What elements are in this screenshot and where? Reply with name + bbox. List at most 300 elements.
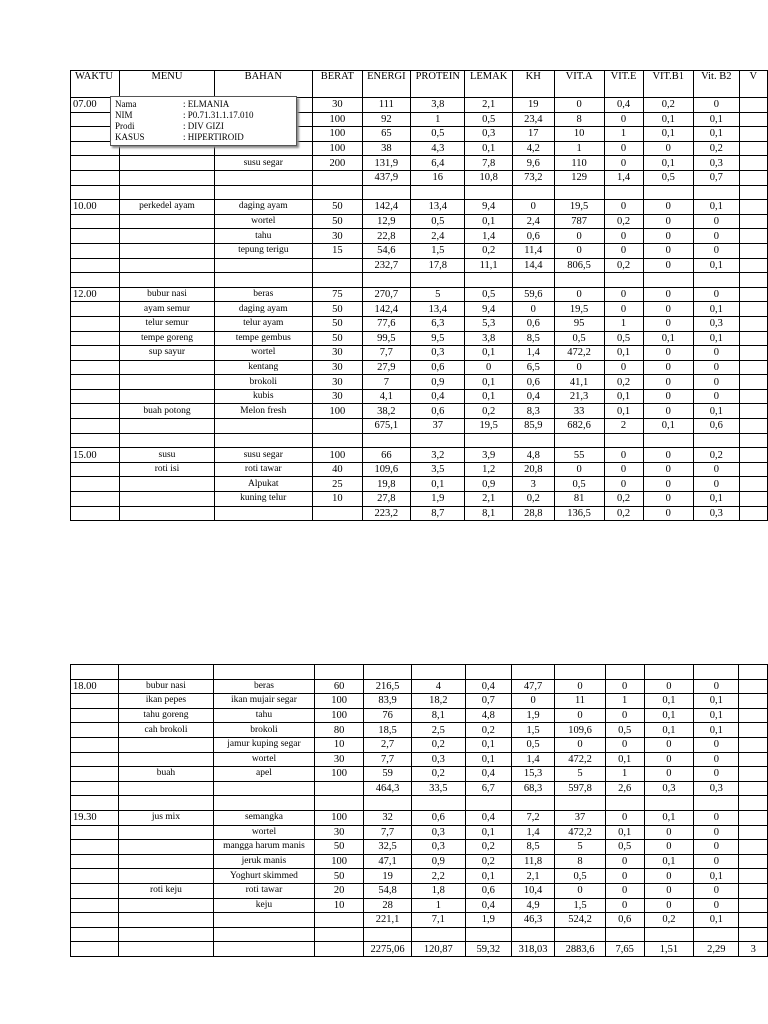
table-row — [71, 737, 768, 752]
table-cell — [71, 477, 120, 492]
table-cell: 0,4 — [465, 898, 511, 913]
table-cell: 0,1 — [693, 127, 739, 142]
table-cell: 0 — [604, 243, 643, 258]
table-cell — [739, 141, 767, 156]
table-cell — [605, 796, 644, 811]
table-cell: 0 — [694, 679, 739, 694]
table-cell: daging ayam — [214, 200, 312, 215]
table-cell: 0 — [693, 462, 739, 477]
table-cell: 92 — [362, 112, 410, 127]
table-cell: 0 — [554, 243, 604, 258]
table-cell: susu — [120, 448, 214, 463]
table-cell: 1 — [554, 141, 604, 156]
table-cell: 0 — [694, 854, 739, 869]
table-cell — [739, 665, 768, 680]
table-row — [71, 243, 768, 258]
table-cell: 0,1 — [604, 346, 643, 361]
table-cell — [555, 665, 606, 680]
table-cell — [694, 665, 739, 680]
table-cell — [555, 796, 606, 811]
table-cell — [412, 796, 465, 811]
table-cell: 0 — [643, 477, 693, 492]
table-cell — [644, 796, 694, 811]
table-cell: 30 — [315, 752, 364, 767]
table-cell: 100 — [315, 767, 364, 782]
table-cell: 1 — [412, 898, 465, 913]
table-cell: 0,5 — [512, 737, 555, 752]
table-row — [71, 840, 768, 855]
table-cell: 10.00 — [71, 200, 120, 215]
table-cell: 0,9 — [465, 477, 512, 492]
table-cell — [739, 375, 767, 390]
table-cell: 16 — [411, 170, 465, 185]
table-cell: 5,3 — [465, 316, 512, 331]
table-cell: 20 — [315, 883, 364, 898]
table-row — [71, 258, 768, 273]
table-cell: 0 — [555, 737, 606, 752]
table-cell: 76 — [363, 708, 411, 723]
column-header: Vit. B2 — [693, 71, 739, 98]
table-cell: 4,8 — [512, 448, 554, 463]
table-row — [71, 477, 768, 492]
table-cell — [71, 796, 119, 811]
table-cell: 0,3 — [412, 840, 465, 855]
table-cell: susu segar — [214, 448, 312, 463]
table-cell — [315, 781, 364, 796]
table-cell — [554, 273, 604, 288]
column-header: MENU — [120, 71, 214, 98]
table-cell — [554, 185, 604, 200]
table-cell: tempe gembus — [214, 331, 312, 346]
table-cell: 5 — [411, 287, 465, 302]
table-cell: 0,1 — [465, 389, 512, 404]
table-cell: 3,9 — [465, 448, 512, 463]
table-cell: 0,2 — [643, 98, 693, 113]
table-cell — [739, 243, 767, 258]
table-cell: jeruk manis — [213, 854, 315, 869]
table-cell: 0 — [605, 854, 644, 869]
table-cell — [512, 927, 555, 942]
popup-key: KASUS — [115, 132, 145, 142]
table-cell — [604, 185, 643, 200]
table-row — [71, 302, 768, 317]
table-cell: 0 — [555, 883, 606, 898]
table-cell: 0 — [694, 898, 739, 913]
table-cell — [604, 273, 643, 288]
table-cell: 0,6 — [512, 229, 554, 244]
table-cell — [313, 273, 363, 288]
table-cell: ikan mujair segar — [213, 694, 315, 709]
table-cell: 81 — [554, 492, 604, 507]
table-cell — [119, 942, 213, 957]
table-cell: brokoli — [214, 375, 312, 390]
table-cell: 524,2 — [555, 913, 606, 928]
table-cell: 19,5 — [465, 419, 512, 434]
table-cell — [739, 200, 767, 215]
table-cell: perkedel ayam — [120, 200, 214, 215]
table-cell: 0 — [554, 462, 604, 477]
table-cell — [739, 112, 767, 127]
table-cell: 0 — [693, 287, 739, 302]
table-cell: 1,4 — [604, 170, 643, 185]
table-cell: 0,2 — [465, 854, 511, 869]
table-cell — [739, 898, 768, 913]
table-cell: 3,5 — [411, 462, 465, 477]
table-cell — [739, 419, 767, 434]
table-cell: 1,8 — [412, 883, 465, 898]
popup-value: : DIV GIZI — [183, 121, 224, 131]
table-cell: 15.00 — [71, 448, 120, 463]
table-cell: 4 — [412, 679, 465, 694]
nutrition-table-bottom — [70, 664, 768, 957]
table-cell — [71, 185, 120, 200]
table-cell: 8,1 — [465, 506, 512, 521]
table-cell: bubur nasi — [119, 679, 213, 694]
table-cell: 472,2 — [555, 825, 606, 840]
table-cell: 20,8 — [512, 462, 554, 477]
table-cell: 0 — [693, 214, 739, 229]
table-cell — [313, 170, 363, 185]
table-cell: 682,6 — [554, 419, 604, 434]
table-cell — [739, 492, 767, 507]
table-cell: susu segar — [214, 156, 312, 171]
table-cell: 472,2 — [554, 346, 604, 361]
table-cell: telur ayam — [214, 316, 312, 331]
table-cell — [739, 331, 767, 346]
table-cell: 232,7 — [362, 258, 410, 273]
table-cell — [411, 433, 465, 448]
table-cell — [120, 170, 214, 185]
table-cell: 0 — [604, 287, 643, 302]
table-cell — [739, 708, 768, 723]
table-cell — [739, 781, 768, 796]
table-cell: 25 — [313, 477, 363, 492]
table-cell — [71, 404, 120, 419]
table-cell: 0 — [644, 883, 694, 898]
table-cell: cah brokoli — [119, 723, 213, 738]
table-cell: 17 — [512, 127, 554, 142]
table-cell: 0,1 — [644, 854, 694, 869]
table-cell: 142,4 — [362, 302, 410, 317]
table-cell — [643, 433, 693, 448]
table-cell — [313, 258, 363, 273]
table-row — [71, 273, 768, 288]
table-cell: 21,3 — [554, 389, 604, 404]
table-cell: 0,6 — [512, 316, 554, 331]
table-cell — [214, 433, 312, 448]
table-cell: 0 — [604, 462, 643, 477]
table-cell: 0,5 — [411, 214, 465, 229]
table-cell: 0 — [643, 346, 693, 361]
table-cell: 30 — [315, 825, 364, 840]
table-cell — [214, 506, 312, 521]
table-cell: 30 — [313, 98, 363, 113]
table-cell: 0 — [512, 200, 554, 215]
table-cell: 2,29 — [694, 942, 739, 957]
table-cell — [119, 898, 213, 913]
table-cell: 8,1 — [412, 708, 465, 723]
table-row — [71, 869, 768, 884]
table-cell — [214, 273, 312, 288]
table-cell: 50 — [313, 200, 363, 215]
table-cell: 2883,6 — [555, 942, 606, 957]
table-cell: 19,5 — [554, 302, 604, 317]
table-cell: 4,3 — [411, 141, 465, 156]
table-cell — [119, 781, 213, 796]
table-cell — [739, 477, 767, 492]
column-header: VIT.A — [554, 71, 604, 98]
table-cell: 4,2 — [512, 141, 554, 156]
table-cell: 50 — [315, 869, 364, 884]
table-cell — [739, 273, 767, 288]
table-cell: 0,6 — [512, 375, 554, 390]
table-row — [71, 433, 768, 448]
table-cell — [739, 869, 768, 884]
table-cell — [512, 796, 555, 811]
table-cell — [120, 229, 214, 244]
popup-row — [115, 110, 292, 121]
table-cell: 0,2 — [465, 404, 512, 419]
table-cell: Melon fresh — [214, 404, 312, 419]
table-cell: 0 — [605, 810, 644, 825]
table-cell — [120, 156, 214, 171]
table-cell — [362, 273, 410, 288]
table-cell: 0,6 — [411, 404, 465, 419]
table-cell: 0,1 — [465, 869, 511, 884]
table-cell: 0 — [643, 404, 693, 419]
table-cell: 0,2 — [693, 141, 739, 156]
table-cell: 7,65 — [605, 942, 644, 957]
table-cell: 0,2 — [604, 375, 643, 390]
table-cell — [313, 506, 363, 521]
table-cell: 12,9 — [362, 214, 410, 229]
table-cell: 0 — [694, 825, 739, 840]
table-row — [71, 694, 768, 709]
table-cell: 0,1 — [643, 331, 693, 346]
column-header: VIT.B1 — [643, 71, 693, 98]
table-cell — [739, 360, 767, 375]
table-cell — [739, 737, 768, 752]
table-cell: 1,5 — [411, 243, 465, 258]
table-cell: 0 — [693, 229, 739, 244]
table-cell — [71, 229, 120, 244]
table-cell: 0 — [643, 360, 693, 375]
table-row — [71, 898, 768, 913]
table-cell: 2,4 — [411, 229, 465, 244]
table-cell: 0,1 — [693, 302, 739, 317]
table-cell: 19 — [512, 98, 554, 113]
table-cell: beras — [214, 287, 312, 302]
table-cell: 0 — [644, 767, 694, 782]
table-cell: 7 — [362, 375, 410, 390]
table-cell: 0,1 — [693, 112, 739, 127]
table-cell — [605, 927, 644, 942]
table-row — [71, 156, 768, 171]
column-header: ENERGI — [362, 71, 410, 98]
table-cell: ayam semur — [120, 302, 214, 317]
table-cell: 54,6 — [362, 243, 410, 258]
table-cell — [71, 840, 119, 855]
table-cell — [512, 185, 554, 200]
table-cell: 597,8 — [555, 781, 606, 796]
table-cell: 131,9 — [362, 156, 410, 171]
table-cell: 9,4 — [465, 302, 512, 317]
table-cell — [739, 170, 767, 185]
table-cell: 0,9 — [411, 375, 465, 390]
table-row — [71, 883, 768, 898]
table-row — [71, 229, 768, 244]
table-cell: 30 — [313, 375, 363, 390]
table-cell: 0,1 — [465, 825, 511, 840]
table-cell: 0 — [643, 316, 693, 331]
table-cell: 0,3 — [465, 127, 512, 142]
table-cell — [120, 360, 214, 375]
table-cell: 1,4 — [512, 752, 555, 767]
table-cell: 111 — [362, 98, 410, 113]
table-row — [71, 752, 768, 767]
table-cell: tempe goreng — [120, 331, 214, 346]
table-cell: 37 — [411, 419, 465, 434]
table-cell: 0,1 — [465, 346, 512, 361]
table-cell: 0 — [694, 767, 739, 782]
table-cell — [739, 840, 768, 855]
table-cell: 0,7 — [693, 170, 739, 185]
table-cell: 100 — [313, 112, 363, 127]
table-cell: 0 — [604, 112, 643, 127]
table-cell — [465, 185, 512, 200]
table-cell: 60 — [315, 679, 364, 694]
popup-key: NIM — [115, 110, 133, 120]
table-cell: 0,7 — [465, 694, 511, 709]
table-cell: 2,1 — [512, 869, 555, 884]
table-cell: 0,1 — [465, 752, 511, 767]
table-cell: 0 — [604, 229, 643, 244]
table-cell: 0,4 — [465, 810, 511, 825]
table-cell: 0,1 — [644, 708, 694, 723]
table-cell: kentang — [214, 360, 312, 375]
table-cell — [554, 433, 604, 448]
popup-key: Nama — [115, 99, 137, 109]
table-cell — [313, 419, 363, 434]
table-cell — [412, 927, 465, 942]
table-row — [71, 767, 768, 782]
table-cell — [71, 492, 120, 507]
table-cell: 23,4 — [512, 112, 554, 127]
table-cell: 13,4 — [411, 200, 465, 215]
table-cell: 0 — [643, 287, 693, 302]
table-cell — [465, 665, 511, 680]
table-cell — [213, 781, 315, 796]
table-cell: 0,2 — [465, 243, 512, 258]
table-cell: 0,1 — [693, 404, 739, 419]
popup-row — [115, 121, 292, 132]
table-cell: 8,5 — [512, 331, 554, 346]
table-cell — [213, 665, 315, 680]
table-cell: 0,2 — [644, 913, 694, 928]
table-cell: 100 — [313, 141, 363, 156]
table-cell: ikan pepes — [119, 694, 213, 709]
table-cell: 0,5 — [555, 869, 606, 884]
table-cell — [71, 346, 120, 361]
table-cell: beras — [213, 679, 315, 694]
column-header: V — [739, 71, 767, 98]
student-info-comment — [110, 96, 297, 146]
table-cell: 47,7 — [512, 679, 555, 694]
table-row — [71, 331, 768, 346]
table-cell: 0,1 — [694, 708, 739, 723]
table-cell: 464,3 — [363, 781, 411, 796]
table-cell — [739, 767, 768, 782]
table-cell: 7,2 — [512, 810, 555, 825]
table-cell — [739, 346, 767, 361]
table-cell: 9,6 — [512, 156, 554, 171]
table-cell: 0 — [694, 840, 739, 855]
table-cell: 0,5 — [554, 331, 604, 346]
table-cell: 2,1 — [465, 492, 512, 507]
table-cell: 0 — [693, 346, 739, 361]
table-cell — [644, 927, 694, 942]
table-cell: tahu — [213, 708, 315, 723]
table-cell: roti tawar — [214, 462, 312, 477]
table-row — [71, 679, 768, 694]
table-cell: 0,3 — [693, 506, 739, 521]
table-cell — [71, 708, 119, 723]
table-cell: 3 — [739, 942, 768, 957]
table-cell: 0,1 — [694, 913, 739, 928]
table-cell — [739, 229, 767, 244]
table-cell — [213, 796, 315, 811]
table-cell: 0 — [604, 448, 643, 463]
table-cell: 200 — [313, 156, 363, 171]
table-cell — [739, 127, 767, 142]
table-cell — [739, 404, 767, 419]
table-row — [71, 389, 768, 404]
table-cell: 100 — [315, 708, 364, 723]
table-cell — [119, 927, 213, 942]
table-cell: 7,7 — [363, 752, 411, 767]
table-cell: 3,8 — [411, 98, 465, 113]
table-cell — [604, 433, 643, 448]
table-cell: 6,4 — [411, 156, 465, 171]
table-cell — [739, 287, 767, 302]
table-row — [71, 665, 768, 680]
table-cell: 0,1 — [643, 127, 693, 142]
table-cell: daging ayam — [214, 302, 312, 317]
table-cell: 0 — [694, 752, 739, 767]
table-cell: 0,1 — [465, 375, 512, 390]
table-cell: 0,6 — [605, 913, 644, 928]
table-cell — [214, 258, 312, 273]
table-cell: 0 — [643, 375, 693, 390]
table-cell: wortel — [214, 214, 312, 229]
table-cell — [739, 214, 767, 229]
column-header: VIT.E — [604, 71, 643, 98]
table-cell: 0 — [605, 708, 644, 723]
table-cell — [71, 462, 120, 477]
table-cell: 10,8 — [465, 170, 512, 185]
table-cell: roti isi — [120, 462, 214, 477]
table-cell: 0 — [694, 883, 739, 898]
table-cell — [71, 389, 120, 404]
table-cell — [605, 665, 644, 680]
table-cell — [71, 170, 120, 185]
column-header: KH — [512, 71, 554, 98]
table-cell: 1,51 — [644, 942, 694, 957]
table-cell: 1,5 — [512, 723, 555, 738]
table-cell: 270,7 — [362, 287, 410, 302]
table-cell — [411, 273, 465, 288]
table-cell: 0,1 — [694, 723, 739, 738]
